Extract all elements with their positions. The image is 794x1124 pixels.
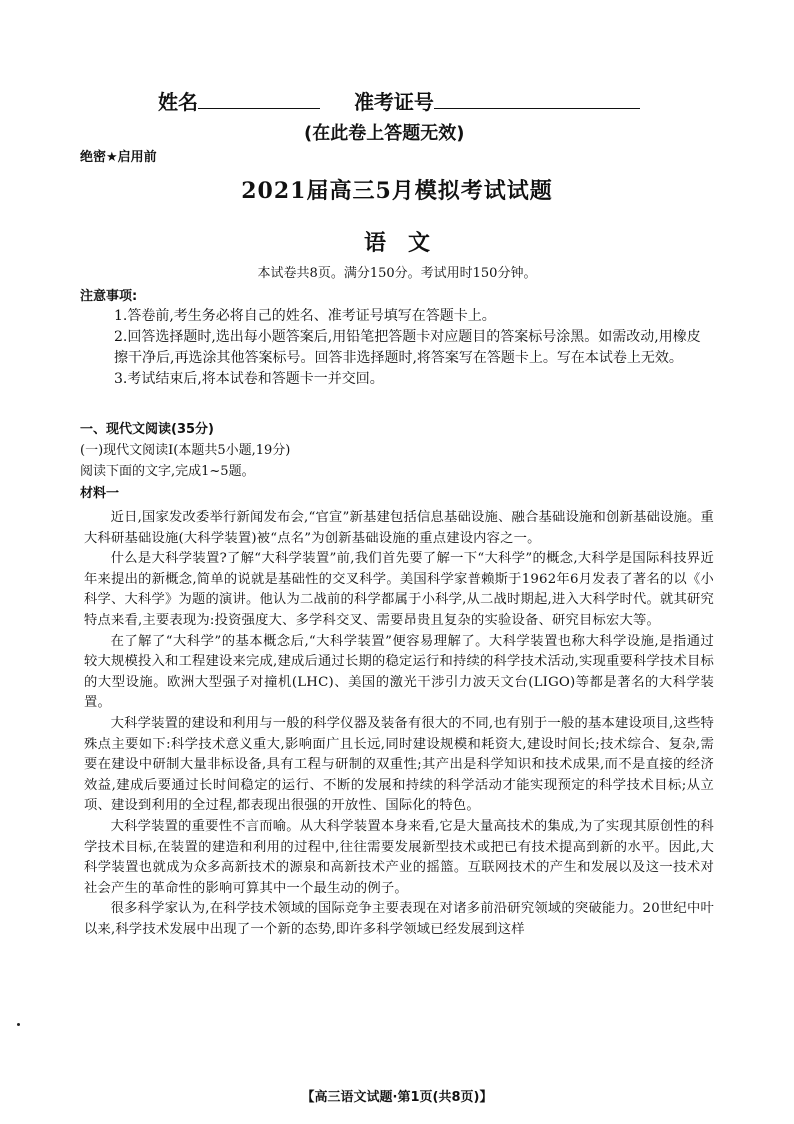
note-item: 1.答卷前,考生务必将自己的姓名、准考证号填写在答题卡上。 [114, 308, 496, 324]
passage-paragraph: 在了解了“大科学”的基本概念后,“大科学装置”便容易理解了。大科学装置也称大科学设施,是指通过较大规模投入和工程建设来完成,建成后通过长期的稳定运行和持续的科学技术活动,实现重要科学技术目标的大型设施。欧洲大型强子对撞机(LHC)、美国的激光干涉引力波天文台(LIGO)等都是著名的大科学装置。 [84, 633, 714, 711]
name-blank [198, 90, 320, 109]
name-label: 姓名 [158, 90, 198, 114]
invalid-answer-note: (在此卷上答题无效) [304, 123, 465, 144]
id-label: 准考证号 [353, 90, 434, 114]
part-heading: 一、现代文阅读(35分) [80, 422, 214, 437]
note-item: 2.回答选择题时,选出每小题答案后,用铅笔把答题卡对应题目的答案标号涂黑。如需改动,用橡皮擦干净后,再选涂其他答案标号。回答非选择题时,将答案写在答题卡上。写在本试卷上无效。 [114, 329, 701, 366]
subject-title: 语文 [363, 230, 452, 256]
notes-heading: 注意事项: [80, 289, 138, 304]
passage-paragraph: 很多科学家认为,在科学技术领域的国际竞争主要表现在对诸多前沿研究领域的突破能力。20世纪中叶以来,科学技术发展中出现了一个新的态势,即许多科学领域已经发展到这样 [84, 901, 714, 937]
candidate-info-line [158, 86, 640, 115]
material-label: 材料一 [80, 486, 120, 501]
note-item: 3.考试结束后,将本试卷和答题卡一并交回。 [114, 371, 384, 387]
secret-mark: 绝密★启用前 [80, 150, 157, 165]
passage-paragraph: 大科学装置的建设和利用与一般的科学仪器及装备有很大的不同,也有别于一般的基本建设项目,这些特殊点主要如下:科学技术意义重大,影响面广且长远,同时建设规模和耗资大,建设时间长;技术综合、复杂,需要在建设中研制大量非标设备,具有工程与研制的双重性;其产出是科学知识和技术成果,而不是直接的经济效益,建成后要通过长时间稳定的运行、不断的发展和持续的科学活动才能实现预定的科学技术目标;从立项、建设到利用的全过程,都表现出很强的开放性、国际化的特色。 [84, 715, 714, 814]
subpart-heading: (一)现代文阅读Ⅰ(本题共5小题,19分) [80, 443, 291, 458]
exam-title: 2021届高三5月模拟考试试题 [241, 178, 553, 204]
scan-speck [17, 1023, 20, 1026]
passage-paragraph: 大科学装置的重要性不言而喻。从大科学装置本身来看,它是大量高技术的集成,为了实现其原创性的科学技术目标,在装置的建造和利用的过程中,往往需要发展新型技术或把已有技术提高到新的水平。因此,大科学装置也就成为众多高新技术的源泉和高新技术产业的摇篮。互联网技术的产生和发展以及这一技术对社会产生的革命性的影响可算其中一个最生动的例子。 [84, 818, 714, 896]
page-footer: 【高三语文试题·第1页(共8页)】 [301, 1090, 493, 1105]
exam-info: 本试卷共8页。满分150分。考试用时150分钟。 [257, 266, 537, 281]
passage-paragraph: 近日,国家发改委举行新闻发布会,“官宣”新基建包括信息基础设施、融合基础设施和创新基础设施。重大科研基础设施(大科学装置)被“点名”为创新基础设施的重点建设内容之一。 [84, 510, 714, 546]
id-blank [434, 90, 640, 109]
reading-instruction: 阅读下面的文字,完成1~5题。 [80, 464, 255, 479]
passage-paragraph: 什么是大科学装置?了解“大科学装置”前,我们首先要了解一下“大科学”的概念,大科学是国际科技界近年来提出的新概念,简单的说就是基础性的交叉科学。美国科学家普赖斯于1962年6月发表了著名的以《小科学、大科学》为题的演讲。他认为二战前的科学都属于小科学,从二战时期起,进入大科学时代。就其研究特点来看,主要表现为:投资强度大、多学科交叉、需要昂贵且复杂的实验设备、研究目标宏大等。 [84, 551, 714, 628]
reading-passage [84, 508, 714, 940]
notes-list [114, 306, 714, 390]
